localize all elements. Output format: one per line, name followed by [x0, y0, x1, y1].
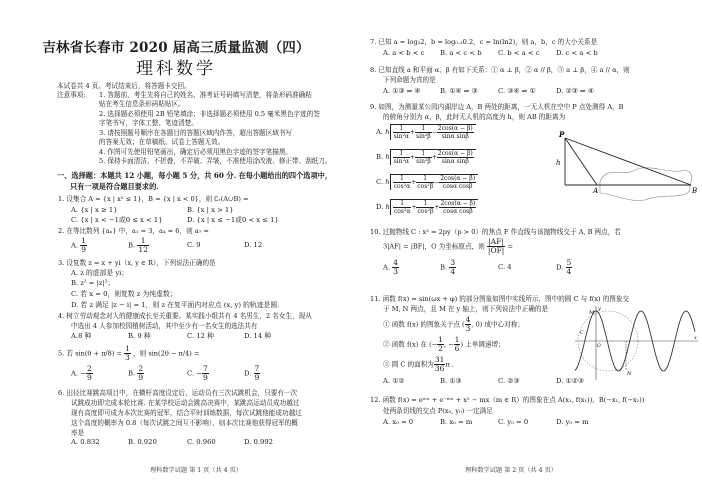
question-5-stem: 5. 若 sin(θ + π/8) = $\frac{1}{3}$ ，则 sin(2θ − π/4) =: [58, 344, 200, 362]
q11-statement-2: ② 函数 f(x) 在 (− $\frac{1}{2}$ , − $\frac{1}{6}$ ) 上单调递增；: [383, 335, 505, 353]
fraction: $\frac{5}{4}$: [566, 258, 572, 276]
fraction: $\frac{1}{\text{cos²β}}$: [417, 175, 434, 190]
option-value: 12: [253, 241, 263, 249]
square-root: $\frac{1}{\text{sin²α}}$ + $\frac{1}{\text{sin²β}}$ − $\frac{2\cos(\alpha - \beta)}{\text{sinα sinβ}}$: [390, 124, 476, 140]
square-root: $\frac{1}{\text{cos²α}}$ + $\frac{1}{\text{cos²β}}$ + $\frac{2\cos(\alpha - \beta)}{\text{cosα cosβ}}$: [390, 199, 478, 215]
q2-option-d[interactable]: [244, 241, 262, 250]
fraction: $\frac{2}{9}$: [86, 364, 92, 382]
note-line: 2. 选择题必须使用 2B 铅笔填涂；非选择题必须使用 0.5 毫米黑色字迹的签: [99, 110, 320, 118]
fraction: $\frac{2\cos(\alpha - \beta)}{\text{sinα sinβ}}$: [437, 125, 473, 140]
note-line: 4. 作图可先使用铅笔画出，确定后必须用黑色字迹的签字笔描黑。: [99, 148, 293, 156]
q12-option-c[interactable]: C. y₀ = 0: [498, 418, 529, 426]
lake-outline: [600, 168, 692, 201]
label-c: C: [580, 331, 584, 336]
q11-option-d[interactable]: D. ①②③: [556, 377, 584, 385]
q11-statement-3: ③ 圆 C 的面积为 $\frac{31}{36}$ π .: [383, 355, 454, 373]
fraction: $\frac{1}{3}$: [125, 344, 130, 362]
q5-option-a[interactable]: A. − $\frac{2}{9}$: [71, 364, 92, 382]
q8-option-c[interactable]: C. ③④ ⇒ ①: [498, 87, 536, 95]
question-9-stem-cont: 的俯角分别为 α，β，此时无人机的高度为 h，则 AB 的距离为: [383, 113, 566, 121]
question-10-stem-cont: 3|AF| = |BF|，O 为坐标原点，则 $\frac{|AF|}{|OF|}$ =: [383, 237, 513, 255]
q11-option-c[interactable]: C. ②③: [498, 377, 520, 385]
fraction: $\frac{7}{9}$: [254, 364, 260, 382]
label-n: N: [627, 371, 632, 377]
q3-option-b[interactable]: B. z² = |z|²；: [71, 279, 115, 287]
q7-option-a[interactable]: A. a < b < c: [383, 49, 425, 57]
fraction: $\frac{1}{\text{sin²β}}$: [416, 125, 431, 140]
fraction: $\frac{1}{9}$: [81, 236, 87, 254]
question-12-stem-cont: 处两条切线的交点 P(x₀, y₀) 一定满足: [383, 407, 493, 415]
q11-statement-1: ① 函数 f(x) 的图象关于点 ( $\frac{4}{3}$ , 0) 成中心对称；: [383, 315, 525, 333]
square-root: $\frac{1}{\text{sin²α}}$ + $\frac{1}{\text{sin²β}}$ + $\frac{2\cos(\alpha - \beta)}{\text{sinα sinβ}}$: [390, 149, 476, 165]
exam-subtitle: 理科数学: [136, 59, 216, 79]
label-y: y: [598, 306, 601, 312]
option-label: D.: [244, 241, 252, 249]
question-11-stem: 11. 函数 f(x) = sin(ωx + φ) 的部分图象如图中实线所示，图中的圆 C 与 f(x) 的图象交: [370, 295, 630, 303]
fraction: $\frac{2\cos(\alpha - \beta)}{\text{cosα cosβ}}$: [440, 200, 476, 215]
fraction: $\frac{1}{2}$: [438, 335, 443, 353]
q10-option-d[interactable]: D. $\frac{5}{4}$: [556, 258, 572, 276]
label-a: A: [593, 187, 599, 195]
fraction: $\frac{1}{\text{cos²α}}$: [393, 175, 411, 190]
fraction: $\frac{1}{6}$: [454, 335, 460, 353]
q6-option-c[interactable]: C. 0.960: [187, 438, 216, 446]
fraction: $\frac{4}{3}$: [465, 315, 471, 333]
drone-triangle-figure: [540, 125, 700, 203]
q6-option-d[interactable]: D. 0.992: [244, 438, 273, 446]
q1-option-b[interactable]: B. {x | x > 1}: [187, 206, 234, 214]
note-line: 的答案无效；在草稿纸、试卷上答题无效。: [99, 138, 225, 146]
q1-option-d[interactable]: D. {x | x ≤ −1或0 < x ≤ 1}: [187, 216, 279, 224]
q9-option-d[interactable]: D. h $\frac{1}{\text{cos²α}}$ + $\frac{1}{\text{cos²β}}$ + $\frac{2\cos(\alpha - \beta)}{\text{cosα cosβ}}$: [376, 196, 478, 218]
section-heading-cont: 只有一项是符合题目要求的.: [70, 182, 159, 191]
q9-option-c[interactable]: C. h $\frac{1}{\text{cos²α}}$ + $\frac{1}{\text{cos²β}}$ − $\frac{2\cos(\alpha - \beta)}{\text{cosα cosβ}}$: [376, 171, 478, 193]
q12-option-d[interactable]: D. y₀ = m: [556, 418, 589, 426]
notes-label: 注意事项:: [57, 91, 86, 99]
question-4-stem: 4. 树立劳动观念对人的健康成长至关重要。某实践小组共有 4 名男生，2 名女生，现从: [58, 312, 312, 320]
q4-option-a[interactable]: A.8 种: [71, 332, 92, 340]
page-footer-2: 理科数学试题 第 2 页（共 4 页）: [465, 467, 557, 474]
q1-option-c[interactable]: C. {x | x < −1或0 ≤ x < 1}: [71, 216, 163, 224]
q12-option-a[interactable]: A. x₀ = 0: [383, 418, 414, 426]
question-6-stem: 6. 田径比赛跳高项目中，在横杆高度设定后，运动员有三次试跳机会，只要有一次: [58, 389, 298, 397]
q2-option-a[interactable]: [71, 237, 87, 254]
q12-option-b[interactable]: B. x₀ = m: [440, 418, 473, 426]
fraction: $\frac{1}{\text{sin²β}}$: [416, 150, 431, 165]
q5-option-d[interactable]: D. $\frac{7}{9}$: [244, 364, 260, 382]
q3-option-a[interactable]: A. z 的虚部是 yi；: [71, 269, 129, 277]
fraction: $\frac{4}{3}$: [393, 258, 399, 276]
q7-option-c[interactable]: C. b < a < c: [498, 49, 540, 57]
q8-option-d[interactable]: D. ②③ ⇒ ④: [556, 87, 594, 95]
label-h: h: [556, 159, 561, 167]
exam-intro: 本试卷共 4 页。考试结束后，将答题卡交回。: [57, 82, 191, 90]
square-root: $\frac{1}{\text{cos²α}}$ + $\frac{1}{\text{cos²β}}$ − $\frac{2\cos(\alpha - \beta)}{\text{cosα cosβ}}$: [390, 174, 478, 190]
fraction: $\frac{2\cos(\alpha - \beta)}{\text{cosα cosβ}}$: [440, 175, 476, 190]
question-4-stem-cont: 中选出 4 人参加校园植树活动，其中至少有一名女生的选法共有: [71, 322, 258, 330]
question-10-stem: 10. 过抛物线 C : x² = 2py（p > 0）的焦点 F 作直线与该抛物线交于 A, B 两点，若: [370, 228, 621, 236]
question-6-stem-cont: 这个高度的概率为 0.8（每次试跳之间互不影响），则本次比赛他获得冠军的概: [71, 419, 298, 427]
q7-option-d[interactable]: D. c < a < b: [556, 49, 598, 57]
note-line: 1. 答题前，考生先将自己的姓名、准考证号码填写清楚，将条形码准确粘: [99, 91, 312, 99]
label-p: P: [559, 130, 565, 139]
q4-option-d[interactable]: D. 14 种: [244, 332, 272, 340]
q10-option-c[interactable]: C. 4: [498, 263, 512, 271]
fraction: $\frac{1}{12}$: [138, 236, 148, 254]
q6-option-b[interactable]: B. 0.920: [128, 438, 157, 446]
fraction: $\frac{31}{36}$: [434, 355, 445, 373]
q3-option-d[interactable]: D. 若 z 满足 |z − i| = 1，则 z 在复平面内对应点 (x, y) 的轨迹是圆.: [71, 301, 280, 309]
fraction: $\frac{2}{9}$: [138, 364, 144, 382]
q1-option-a[interactable]: A. {x | x ≥ 1}: [71, 206, 118, 214]
question-6-stem-cont: 试跳成功即完成本轮比赛. 在某学校运动会跳高决赛中，某跳高运动员成功越过: [71, 399, 300, 407]
note-line: 3. 请按照题号顺序在各题目的答题区域内作答，超出答题区域书写: [99, 129, 293, 137]
line-pa: [565, 138, 597, 185]
question-3-stem: 3. 设复数 z = x + yi（x, y ∈ R），下列说法正确的是: [58, 259, 216, 267]
fraction: $\frac{1}{\text{sin²α}}$: [393, 150, 410, 165]
question-1-stem: 1. 设集合 A = {x | x² ≤ 1}，B = {x | x < 0}，则 ∁ᵣ(A∪B) =: [58, 195, 249, 203]
fraction: $\frac{2\cos(\alpha - \beta)}{\text{sinα sinβ}}$: [437, 150, 473, 165]
label-x: x: [694, 335, 697, 341]
question-8-stem-cont: 下列命题为真的是: [383, 76, 436, 84]
q2-option-c[interactable]: [187, 241, 201, 250]
question-2-stem: 2. 在等比数列 {aₙ} 中，a₁ = 3，a₄ = 6，则 a₇ =: [58, 227, 209, 235]
note-line: 贴在考生信息条形码粘贴区。: [99, 100, 185, 108]
q10-option-b[interactable]: B. $\frac{3}{4}$: [440, 258, 456, 276]
q9-option-a[interactable]: A. h $\frac{1}{\text{sin²α}}$ + $\frac{1}{\text{sin²β}}$ − $\frac{2\cos(\alpha - \beta)}{\text{sinα sinβ}}$: [376, 121, 476, 143]
q9-option-b[interactable]: B. h $\frac{1}{\text{sin²α}}$ + $\frac{1}{\text{sin²β}}$ + $\frac{2\cos(\alpha - \beta)}{\text{sinα sinβ}}$: [376, 146, 476, 168]
q11-option-a[interactable]: A. ①②: [383, 377, 405, 385]
sine-circle-figure: [570, 304, 700, 380]
q10-option-a[interactable]: A. $\frac{4}{3}$: [383, 258, 399, 276]
question-9-stem: 9. 如图，为测量某公园内湖岸边 A，B 两处的距离，一无人机在空中 P 点处测得 A，B: [370, 103, 624, 111]
q8-option-a[interactable]: A. ①③ ⇒ ④: [383, 87, 421, 95]
section-heading: 一、选择题：本题共 12 小题，每小题 5 分，共 60 分. 在每小题给出的四个选项中，: [57, 171, 333, 180]
q11-option-b[interactable]: B. ①③: [440, 377, 462, 385]
note-line: 5. 保持卡面清洁，不折叠，不弄破、弄皱，不准使用涂改液、修正带、刮纸刀。: [99, 157, 332, 165]
option-label: C.: [187, 241, 195, 249]
q4-option-b[interactable]: B. 9 种: [128, 332, 151, 340]
q8-option-b[interactable]: B. ①④ ⇒ ③: [440, 87, 478, 95]
option-label: A.: [71, 241, 79, 250]
line-pb: [565, 138, 691, 185]
q2-option-b[interactable]: [128, 237, 149, 254]
option-label: B.: [128, 241, 136, 250]
q6-option-a[interactable]: A. 0.832: [71, 438, 100, 446]
fraction: $\frac{|AF|}{|OF|}$: [487, 237, 505, 255]
question-7-stem: 7. 已知 a = log₃2，b = log₀.₃0.2，c = ln(ln2)，则 a，b，c 的大小关系是: [370, 38, 598, 46]
q5-option-b[interactable]: B. $\frac{2}{9}$: [128, 364, 144, 382]
fraction: $\frac{7}{9}$: [203, 364, 208, 382]
page-footer-1: 理科数学试题 第 1 页（共 4 页）: [150, 467, 242, 474]
question-11-stem-cont: 于 M, N 两点，且 M 在 y 轴上，则下列说法中正确的是: [383, 305, 549, 313]
exam-page-2: [352, 0, 702, 496]
question-6-stem-cont: 率是: [71, 429, 85, 437]
question-12-stem: 12. 函数 f(x) = eᵐˣ + e⁻ᵐˣ + x² − mx（m ∈ R）的图象在点 A(x₁, f(x₁))，B(−x₁, f(−x₁)): [370, 396, 645, 404]
fraction: $\frac{1}{\text{cos²β}}$: [417, 200, 434, 215]
fraction: $\frac{3}{4}$: [450, 258, 456, 276]
label-b: B: [692, 187, 698, 195]
label-m: M: [589, 310, 595, 316]
fraction: $\frac{1}{\text{sin²α}}$: [393, 125, 409, 140]
question-6-stem-cont: 现有高度即可成为本次比赛的冠军，结合平时训练数据，每次试跳他能成功越过: [71, 409, 302, 417]
q5-option-c[interactable]: C. − $\frac{7}{9}$: [187, 364, 208, 382]
label-origin: O: [597, 344, 601, 349]
note-line: 字笔书写，字体工整、笔迹清楚。: [99, 119, 198, 127]
option-value: 9: [196, 241, 201, 249]
question-8-stem: 8. 已知直线 a 和平面 α、β 有如下关系：① α ⊥ β，② α // β，③ a ⊥ β，④ a // α，则: [370, 66, 630, 74]
fraction: $\frac{1}{\text{cos²α}}$: [393, 200, 411, 215]
q4-option-c[interactable]: C. 12 种: [187, 332, 214, 340]
exam-title: 吉林省长春市 2020 届高三质量监测（四）: [42, 40, 310, 56]
q7-option-b[interactable]: B. a < c < b: [440, 49, 482, 57]
q3-option-c[interactable]: C. 若 x = 0，则复数 z 为纯虚数；: [71, 290, 177, 298]
